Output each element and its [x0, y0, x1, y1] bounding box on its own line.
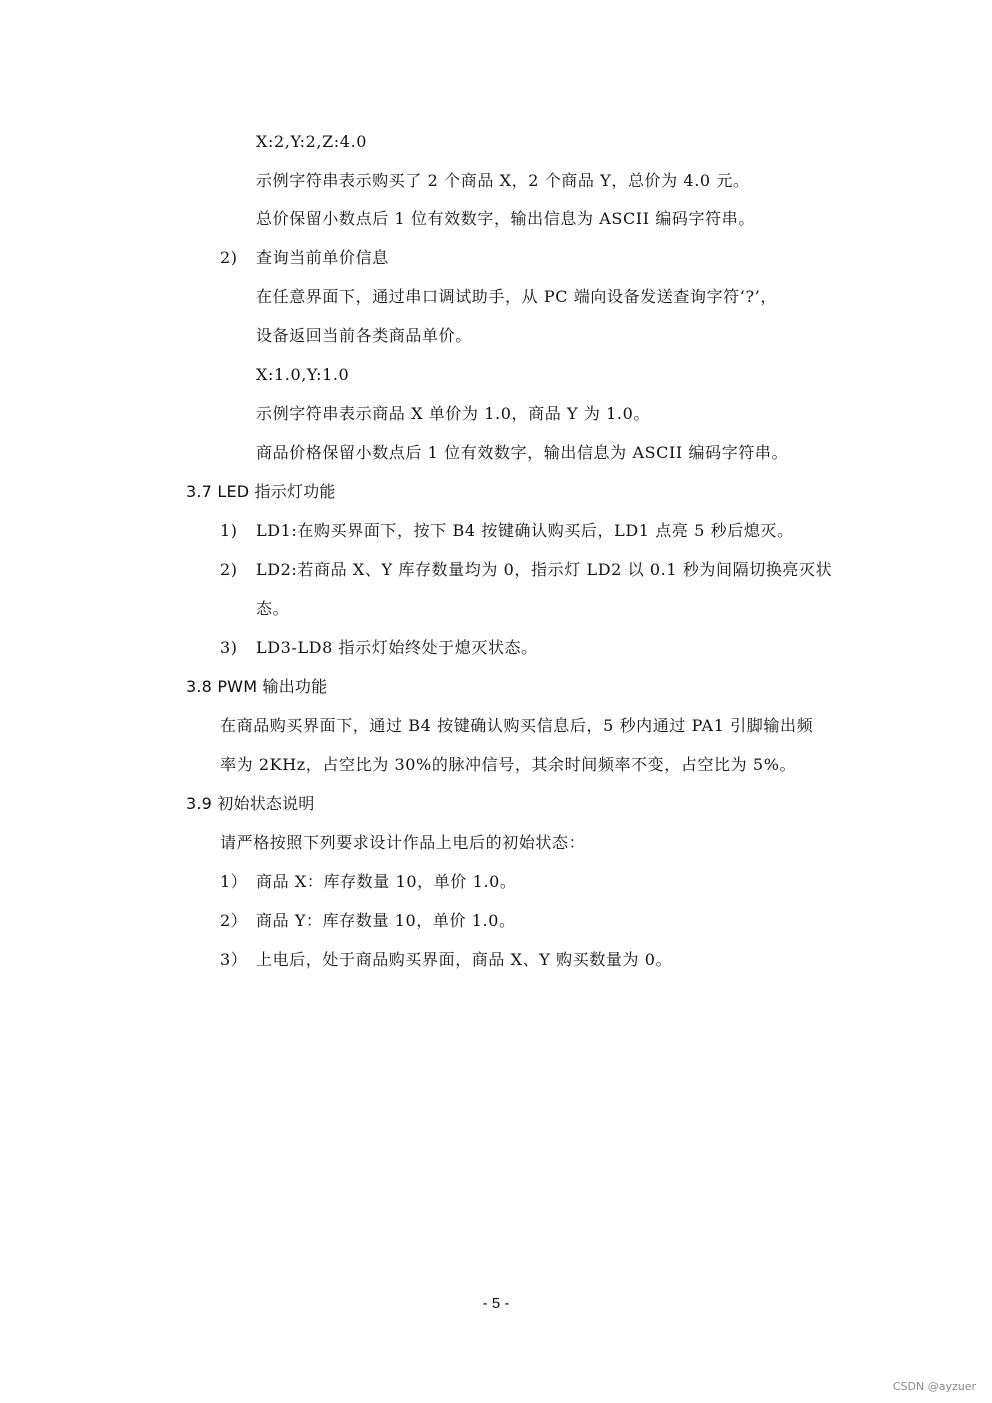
example-string-price: X:1.0,Y:1.0 — [256, 365, 350, 384]
pwm-description-line2: 率为 2KHz，占空比为 30%的脉冲信号，其余时间频率不变，占空比为 5%。 — [220, 755, 797, 774]
watermark: CSDN @ayzuer — [892, 1380, 976, 1393]
list-number: 3） — [220, 950, 248, 969]
list-number: 1） — [220, 872, 248, 891]
page-number: - 5 - — [482, 1295, 510, 1312]
list-item-text: 上电后，处于商品购买界面，商品 X、Y 购买数量为 0。 — [256, 950, 673, 969]
example-description-purchase: 示例字符串表示购买了 2 个商品 X，2 个商品 Y，总价为 4.0 元。 — [256, 171, 750, 190]
query-description-line1: 在任意界面下，通过串口调试助手，从 PC 端向设备发送查询字符‘?’， — [256, 287, 777, 306]
list-item-ld3-ld8 — [220, 638, 538, 658]
list-item-ld2-continued: 态。 — [256, 599, 290, 618]
list-item-text: LD3-LD8 指示灯始终处于熄灭状态。 — [256, 638, 538, 657]
list-item-text: 商品 X：库存数量 10，单价 1.0。 — [256, 872, 517, 891]
list-item-ld2 — [220, 560, 832, 580]
section-heading-led: 3.7 LED 指示灯功能 — [186, 482, 336, 501]
list-item-power-on — [220, 950, 672, 970]
initial-state-intro: 请严格按照下列要求设计作品上电后的初始状态： — [220, 833, 586, 852]
list-item-text: 商品 Y：库存数量 10，单价 1.0。 — [256, 911, 516, 930]
section-heading-initial-state: 3.9 初始状态说明 — [186, 794, 315, 813]
list-item-text: LD1:在购买界面下，按下 B4 按键确认购买后，LD1 点亮 5 秒后熄灭。 — [256, 521, 794, 540]
list-number: 2) — [220, 248, 238, 267]
list-number: 1) — [220, 521, 238, 540]
list-item-product-y — [220, 911, 516, 931]
list-item-ld1 — [220, 521, 794, 541]
list-item-product-x — [220, 872, 516, 892]
list-item-query-price — [220, 248, 389, 268]
price-format-note: 商品价格保留小数点后 1 位有效数字，输出信息为 ASCII 编码字符串。 — [256, 443, 789, 462]
pwm-description-line1: 在商品购买界面下，通过 B4 按键确认购买信息后，5 秒内通过 PA1 引脚输出频 — [220, 716, 814, 735]
list-number: 2) — [220, 560, 238, 579]
list-item-text: LD2:若商品 X、Y 库存数量均为 0，指示灯 LD2 以 0.1 秒为间隔切换亮灭状 — [256, 560, 833, 579]
total-price-format-note: 总价保留小数点后 1 位有效数字，输出信息为 ASCII 编码字符串。 — [256, 209, 755, 228]
example-description-price: 示例字符串表示商品 X 单价为 1.0，商品 Y 为 1.0。 — [256, 404, 650, 423]
section-heading-pwm: 3.8 PWM 输出功能 — [186, 677, 328, 696]
list-item-text: 查询当前单价信息 — [256, 248, 389, 267]
example-string-purchase: X:2,Y:2,Z:4.0 — [256, 132, 368, 151]
list-number: 3) — [220, 638, 238, 657]
list-number: 2） — [220, 911, 248, 930]
query-description-line2: 设备返回当前各类商品单价。 — [256, 326, 472, 345]
